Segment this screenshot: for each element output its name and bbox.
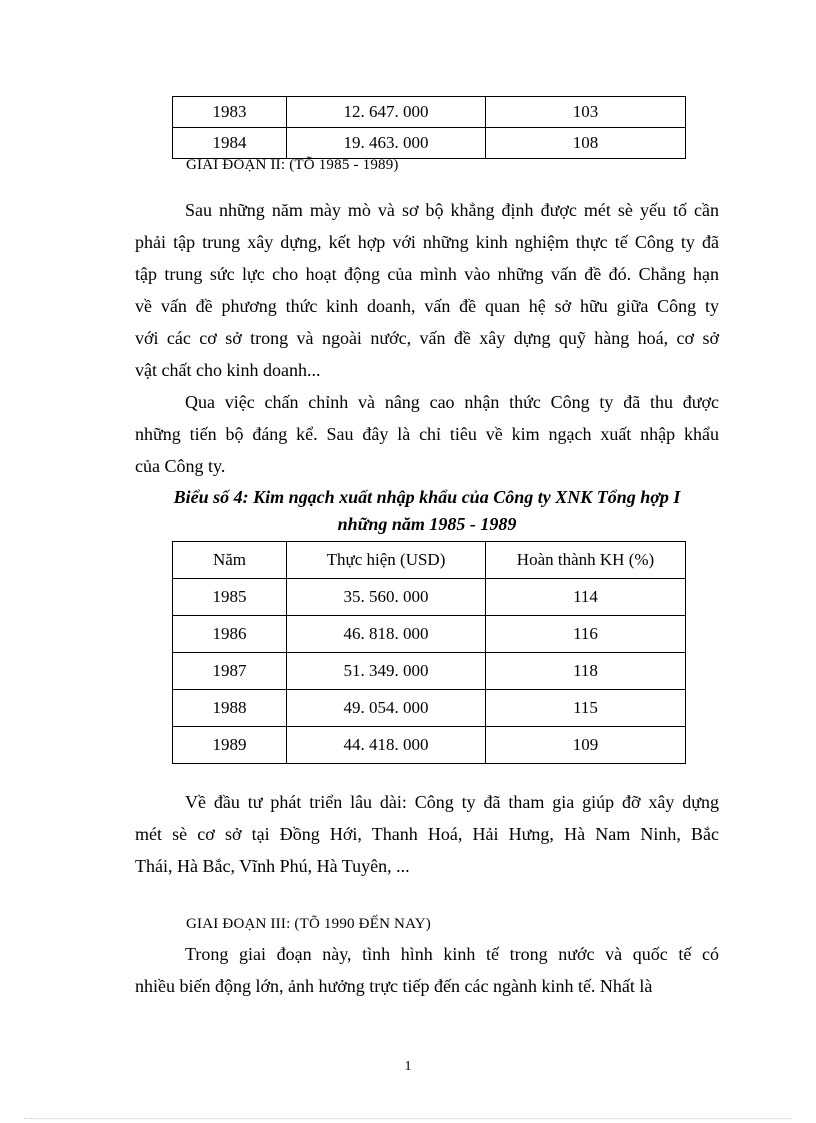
- percent-cell: 103: [486, 97, 686, 128]
- text-line: về vấn đề phương thức kinh doanh, vấn đề quan hệ sở hữu giữa Công ty: [135, 296, 719, 316]
- year-cell: 1985: [173, 579, 287, 616]
- value-cell: 12. 647. 000: [287, 97, 486, 128]
- value-cell: 51. 349. 000: [287, 653, 486, 690]
- table-row: [173, 690, 686, 727]
- table-caption: [135, 484, 719, 538]
- text-line: Thái, Hà Bắc, Vĩnh Phú, Hà Tuyên, ...: [135, 856, 410, 876]
- text-line: những tiến bộ đáng kể. Sau đây là chỉ tiêu về kim ngạch xuất nhập khẩu: [135, 424, 719, 444]
- text-line: Trong giai đoạn này, tình hình kinh tế trong nước và quốc tế có: [185, 944, 719, 964]
- header-completion: Hoàn thành KH (%): [486, 542, 686, 579]
- percent-cell: 114: [486, 579, 686, 616]
- text-line: nhiều biến động lớn, ảnh hưởng trực tiếp đến các ngành kinh tế. Nhất là: [135, 976, 653, 996]
- text-line: Qua việc chấn chỉnh và nâng cao nhận thức Công ty đã thu được: [185, 392, 719, 412]
- year-cell: 1987: [173, 653, 287, 690]
- value-cell: 35. 560. 000: [287, 579, 486, 616]
- top-table: [172, 96, 686, 159]
- table-row: [173, 97, 686, 128]
- header-actual: Thực hiện (USD): [287, 542, 486, 579]
- value-cell: 44. 418. 000: [287, 727, 486, 764]
- year-cell: 1989: [173, 727, 287, 764]
- export-import-table: [172, 541, 686, 764]
- year-cell: 1986: [173, 616, 287, 653]
- value-cell: 46. 818. 000: [287, 616, 486, 653]
- paragraph-stage-3: [135, 938, 719, 1002]
- value-cell: 19. 463. 000: [287, 128, 486, 159]
- text-line: Về đầu tư phát triển lâu dài: Công ty đã tham gia giúp đỡ xây dựng: [185, 792, 719, 812]
- text-line: vật chất cho kinh doanh...: [135, 360, 321, 380]
- percent-cell: 116: [486, 616, 686, 653]
- text-line: với các cơ sở trong và ngoài nước, vấn đề xây dựng quỹ hàng hoá, cơ sở: [135, 328, 719, 348]
- header-year: Năm: [173, 542, 287, 579]
- table-row: [173, 653, 686, 690]
- table-row: [173, 616, 686, 653]
- page-number: 1: [404, 1059, 412, 1074]
- year-cell: 1988: [173, 690, 287, 727]
- percent-cell: 109: [486, 727, 686, 764]
- caption-line-1: Biểu số 4: Kim ngạch xuất nhập khẩu của Công ty XNK Tổng hợp I: [173, 487, 681, 507]
- value-cell: 49. 054. 000: [287, 690, 486, 727]
- percent-cell: 108: [486, 128, 686, 159]
- paragraph-intro-table: [135, 386, 719, 482]
- year-cell: 1983: [173, 97, 287, 128]
- page-bottom-divider: [24, 1118, 792, 1119]
- caption-line-2: những năm 1985 - 1989: [337, 514, 517, 534]
- table-row: [173, 128, 686, 159]
- text-line: phải tập trung xây dựng, kết hợp với những kinh nghiệm thực tế Công ty đã: [135, 232, 719, 252]
- text-line: của Công ty.: [135, 456, 226, 476]
- text-line: mét sè cơ sở tại Đồng Hới, Thanh Hoá, Hải Hưng, Hà Nam Ninh, Bắc: [135, 824, 719, 844]
- text-line: Sau những năm mày mò và sơ bộ khẳng định được mét sè yếu tố cần: [185, 200, 719, 220]
- table-row: [173, 727, 686, 764]
- section-heading-stage-3: GIAI ĐOẠN III: (TÕ 1990 ĐẾN NAY): [186, 916, 431, 932]
- table-row: [173, 579, 686, 616]
- section-heading-stage-2: GIAI ĐOẠN II: (TÕ 1985 - 1989): [186, 157, 399, 173]
- year-cell: 1984: [173, 128, 287, 159]
- percent-cell: 115: [486, 690, 686, 727]
- text-line: tập trung sức lực cho hoạt động của mình vào những vấn đề đó. Chẳng hạn: [135, 264, 719, 284]
- table-header-row: [173, 542, 686, 579]
- percent-cell: 118: [486, 653, 686, 690]
- paragraph-stage-2: [135, 194, 719, 386]
- paragraph-investment: [135, 786, 719, 882]
